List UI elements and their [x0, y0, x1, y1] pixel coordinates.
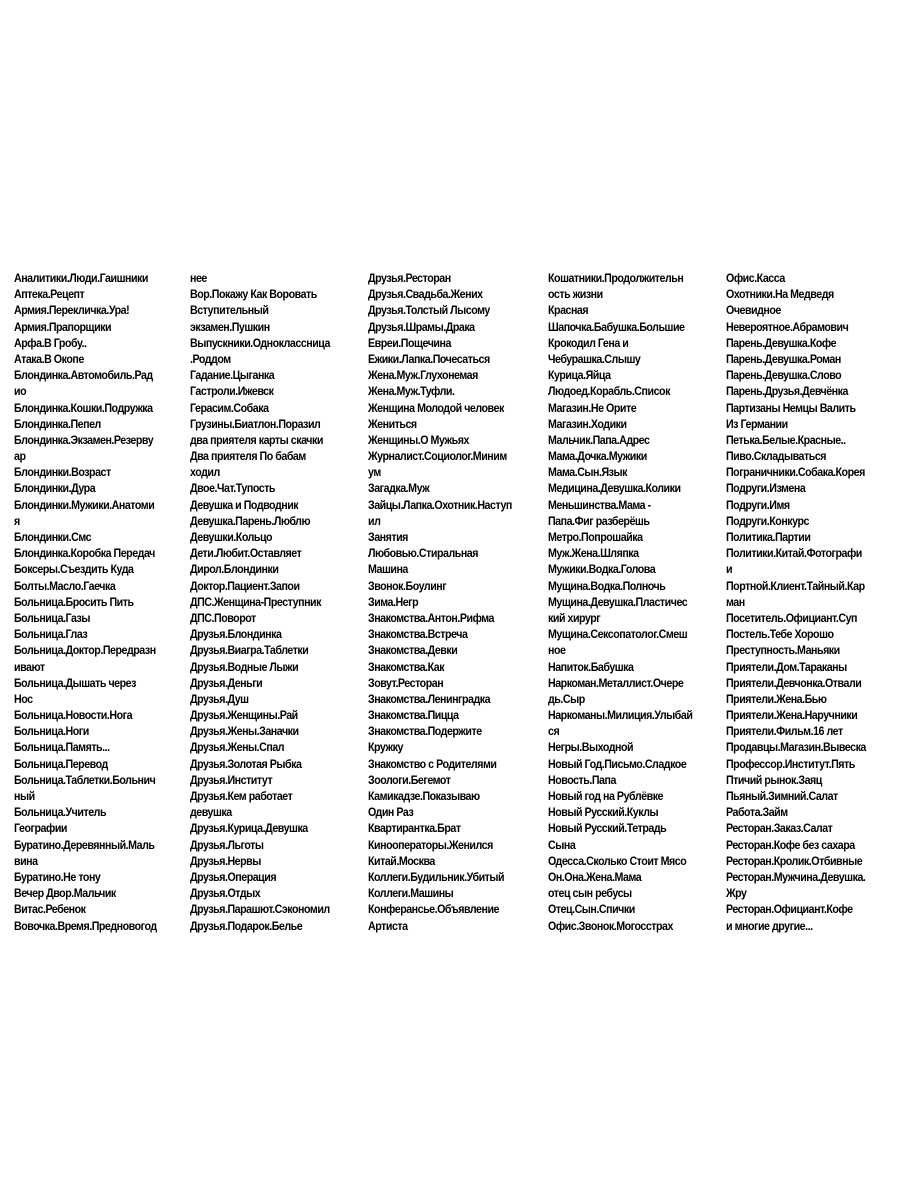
list-item: Политика.Партии: [726, 530, 811, 544]
list-item: Курица.Яйца: [548, 368, 611, 383]
list-item: Коллеги.Машины: [368, 886, 454, 901]
list-item: Блондинка.Коробка Передач: [14, 546, 155, 561]
list-item: Друзья.Толстый Лысому: [368, 303, 490, 318]
list-item: Знакомства.Подержите: [368, 724, 482, 739]
list-item: Друзья.Жены.Заначки: [190, 724, 299, 739]
list-item: Витас.Ребенок: [14, 902, 86, 917]
list-item: Парень.Девушка.Кофе: [726, 335, 837, 350]
list-item: кий хирург: [548, 610, 601, 625]
list-item: Друзья.Кем работает: [190, 789, 293, 803]
list-item: Партизаны Немцы Валить: [726, 400, 856, 415]
list-item: Больница.Перевод: [14, 756, 108, 771]
list-item: Приятели.Дом.Тараканы: [726, 659, 847, 674]
list-item: Блондинка.Экзамен.Резерву: [14, 432, 154, 447]
list-item: Машина: [368, 562, 408, 577]
list-item: Приятели.Жена.Бью: [726, 691, 827, 706]
list-item: Постель.Тебе Хорошо: [726, 627, 834, 642]
list-item: ное: [548, 643, 566, 658]
list-item: Друзья.Блондинка: [190, 627, 282, 642]
list-item: Друзья.Золотая Рыбка: [190, 756, 302, 771]
list-item: Два приятеля По бабам: [190, 449, 306, 464]
list-item: Медицина.Девушка.Колики: [548, 481, 681, 496]
list-item: Парень.Друзья.Девчёнка: [726, 384, 848, 399]
list-item: ивают: [14, 659, 45, 674]
list-item: Знакомства.Пицца: [368, 708, 459, 723]
list-item: Друзья.Ресторан: [368, 271, 451, 285]
list-item: Жениться: [368, 416, 417, 431]
list-item: Выпускники.Одноклассница: [190, 335, 330, 350]
list-item: Дирол.Блондинки: [190, 562, 279, 577]
list-item: Дети.Любит.Оставляет: [190, 546, 302, 561]
list-item: Метро.Попрошайка: [548, 530, 643, 544]
list-item: Друзья.Шрамы.Драка: [368, 319, 475, 334]
list-item: Охотники.На Медведя: [726, 287, 834, 302]
list-item: Друзья.Операция: [190, 869, 277, 884]
list-item: Друзья.Женщины.Рай: [190, 708, 298, 723]
list-item: Шапочка.Бабушка.Большие: [548, 319, 685, 334]
list-item: Атака.В Окопе: [14, 351, 84, 366]
list-item: Квартирантка.Брат: [368, 821, 461, 836]
list-item: Друзья.Отдых: [190, 886, 261, 901]
list-item: Девушки.Кольцо: [190, 530, 273, 544]
list-item: Отец.Сын.Спички: [548, 902, 635, 917]
list-item: Наркоман.Металлист.Очере: [548, 675, 684, 690]
list-item: Пограничники.Собака.Корея: [726, 465, 865, 480]
list-item: Грузины.Биатлон.Поразил: [190, 416, 321, 431]
list-item: Ресторан.Кофе без сахара: [726, 837, 855, 852]
list-item: Блондинки.Возраст: [14, 465, 111, 480]
list-item: Болты.Масло.Гаечка: [14, 578, 116, 593]
list-item: Друзья.Льготы: [190, 837, 264, 852]
list-column-1: [14, 270, 190, 934]
list-item: Он.Она.Жена.Мама: [548, 869, 642, 884]
list-item: Новый Год.Письмо.Сладкое: [548, 756, 687, 771]
list-column-2: [190, 270, 368, 934]
list-item: Больница.Бросить Пить: [14, 594, 134, 609]
list-item: Блондинка.Кошки.Подружка: [14, 400, 153, 415]
list-item: Негры.Выходной: [548, 740, 634, 755]
list-item: Звонок.Боулинг: [368, 578, 447, 593]
list-item: ходил: [190, 465, 220, 480]
list-item: Друзья.Деньги: [190, 675, 263, 690]
list-item: ил: [368, 513, 381, 528]
list-item: Мужики.Водка.Голова: [548, 562, 656, 577]
list-item: Двое.Чат.Тупость: [190, 481, 276, 496]
list-item: Ежики.Лапка.Почесаться: [368, 351, 490, 366]
list-item: Конферансье.Объявление: [368, 902, 499, 917]
list-item: Мальчик.Папа.Адрес: [548, 432, 650, 447]
list-item: Посетитель.Официант.Суп: [726, 610, 857, 625]
list-item: Больница.Память...: [14, 740, 110, 755]
list-item: Очевидное: [726, 303, 781, 318]
list-item: Буратино.Деревянный.Маль: [14, 837, 155, 852]
list-item: Загадка.Муж: [368, 481, 430, 496]
list-item: Журналист.Социолог.Миним: [368, 449, 507, 464]
list-item: Друзья.Подарок.Белье: [190, 918, 303, 933]
list-item: девушка: [190, 805, 232, 820]
list-item: Больница.Таблетки.Больнич: [14, 772, 156, 787]
list-item: Продавцы.Магазин.Вывеска: [726, 740, 866, 755]
list-item: ДПС.Поворот: [190, 610, 256, 625]
list-item: Преступность.Маньяки: [726, 643, 840, 658]
list-item: Ресторан.Официант.Кофе: [726, 902, 853, 917]
list-item: Приятели.Жена.Наручники: [726, 708, 858, 723]
list-item: Больница.Новости.Нога: [14, 708, 133, 723]
list-column-5: [726, 270, 892, 934]
joke-list-sheet: [14, 270, 892, 934]
list-item: Друзья.Свадьба.Жених: [368, 287, 483, 302]
list-item: Мущина.Водка.Полночь: [548, 578, 666, 593]
list-item: ар: [14, 449, 26, 464]
list-item: Из Германии: [726, 416, 788, 431]
list-item: Мама.Сын.Язык: [548, 465, 627, 480]
list-item: Аптека.Рецепт: [14, 287, 85, 302]
list-item: Ресторан.Мужчина.Девушка.: [726, 869, 866, 884]
list-item: Меньшинства.Мама -: [548, 497, 651, 512]
list-item: Новость.Папа: [548, 772, 616, 787]
list-item: Гадание.Цыганка: [190, 368, 275, 383]
list-item: Гастроли.Ижевск: [190, 384, 274, 399]
list-item: Блондинки.Мужики.Анатоми: [14, 497, 155, 512]
list-item: Работа.Займ: [726, 805, 788, 820]
list-item: Муж.Жена.Шляпка: [548, 546, 639, 561]
list-item: Друзья.Нервы: [190, 853, 261, 868]
list-item: Зима.Негр: [368, 594, 419, 609]
list-item: Знакомства.Ленинградка: [368, 691, 491, 706]
list-item: Профессор.Институт.Пять: [726, 756, 855, 771]
list-item: Больница.Газы: [14, 610, 90, 625]
list-item: Больница.Ноги: [14, 724, 89, 739]
list-item: Девушка и Подводник: [190, 497, 299, 512]
list-item: Подруги.Измена: [726, 481, 806, 496]
list-item: Новый год на Рублёвке: [548, 789, 664, 803]
list-item: Аналитики.Люди.Гаишники: [14, 271, 148, 285]
list-item: Жру: [726, 886, 747, 901]
list-item: Арфа.В Гробу..: [14, 335, 87, 350]
list-item: Чебурашка.Слышу: [548, 351, 641, 366]
list-item: Наркоманы.Милиция.Улыбай: [548, 708, 693, 723]
list-item: ман: [726, 594, 745, 609]
list-item: .Роддом: [190, 351, 231, 366]
list-item: Друзья.Институт: [190, 772, 273, 787]
list-item: Людоед.Корабль.Список: [548, 384, 670, 399]
list-item: Больница.Учитель: [14, 805, 107, 820]
list-item: Один Раз: [368, 805, 414, 820]
list-item: Портной.Клиент.Тайный.Кар: [726, 578, 865, 593]
list-item: Петька.Белые.Красные..: [726, 432, 846, 447]
list-item: Друзья.Душ: [190, 691, 249, 706]
list-item: два приятеля карты скачки: [190, 432, 323, 447]
list-item: и многие другие...: [726, 918, 813, 933]
list-item: Новый Русский.Тетрадь: [548, 821, 667, 836]
list-item: ся: [548, 724, 560, 739]
list-item: Мама.Дочка.Мужики: [548, 449, 647, 464]
list-item: Пиво.Складываться: [726, 449, 827, 464]
list-item: Новый Русский.Куклы: [548, 805, 659, 820]
list-item: Герасим.Собака: [190, 400, 269, 415]
list-item: Птичий рынок.Заяц: [726, 772, 822, 787]
list-item: Друзья.Жены.Спал: [190, 740, 285, 755]
list-item: Армия.Перекличка.Ура!: [14, 303, 130, 318]
list-item: вина: [14, 853, 38, 868]
list-item: Знакомство с Родителями: [368, 756, 497, 771]
list-item: Мущина.Девушка.Пластичес: [548, 594, 688, 609]
list-item: Жена.Муж.Глухонемая: [368, 368, 478, 383]
list-item: Приятели.Девчонка.Отвали: [726, 675, 862, 690]
list-item: Крокодил Гена и: [548, 335, 629, 350]
list-item: Одесса.Сколько Стоит Мясо: [548, 853, 687, 868]
list-item: Невероятное.Абрамович: [726, 319, 849, 334]
list-item: Коллеги.Будильник.Убитый: [368, 869, 505, 884]
list-item: Знакомства.Девки: [368, 643, 458, 658]
list-item: Вступительный: [190, 303, 269, 318]
list-item: ум: [368, 465, 381, 480]
list-item: экзамен.Пушкин: [190, 319, 270, 334]
list-item: Кинооператоры.Женился: [368, 837, 493, 852]
list-item: Приятели.Фильм.16 лет: [726, 724, 843, 739]
list-item: Папа.Фиг разберёшь: [548, 513, 650, 528]
list-item: Ресторан.Кролик.Отбивные: [726, 853, 863, 868]
list-item: Знакомства.Антон.Рифма: [368, 610, 495, 625]
list-item: Блондинка.Автомобиль.Рад: [14, 368, 153, 383]
list-item: дь.Сыр: [548, 691, 585, 706]
list-item: и: [726, 562, 733, 577]
list-item: Блондинки.Дура: [14, 481, 96, 496]
list-item: Любовью.Стиральная: [368, 546, 478, 561]
list-item: Женщина Молодой человек: [368, 400, 504, 415]
list-item: Зовут.Ресторан: [368, 675, 444, 690]
list-item: Вовочка.Время.Предновогод: [14, 918, 157, 933]
list-column-3: [368, 270, 548, 934]
list-item: Парень.Девушка.Слово: [726, 368, 842, 383]
list-item: ио: [14, 384, 27, 399]
list-item: Вечер Двор.Мальчик: [14, 886, 116, 901]
list-item: ный: [14, 789, 35, 803]
list-item: Женщины.О Мужьях: [368, 432, 469, 447]
list-item: Девушка.Парень.Люблю: [190, 513, 311, 528]
list-column-4: [548, 270, 726, 934]
list-item: отец сын ребусы: [548, 886, 632, 901]
list-item: Кружку: [368, 740, 403, 755]
list-item: Друзья.Курица.Девушка: [190, 821, 308, 836]
list-item: Кошатники.Продолжительн: [548, 271, 684, 285]
list-item: Красная: [548, 303, 589, 318]
list-item: Подруги.Имя: [726, 497, 790, 512]
list-item: нее: [190, 271, 207, 285]
list-item: Напиток.Бабушка: [548, 659, 634, 674]
list-item: Подруги.Конкурс: [726, 513, 809, 528]
list-item: Больница.Дышать через: [14, 675, 136, 690]
list-item: Зайцы.Лапка.Охотник.Наступ: [368, 497, 512, 512]
list-item: Пьяный.Зимний.Салат: [726, 789, 838, 803]
list-item: Больница.Доктор.Передразн: [14, 643, 156, 658]
list-item: Магазин.Ходики: [548, 416, 627, 431]
list-item: Буратино.Не тону: [14, 869, 101, 884]
list-item: Доктор.Пациент.Запои: [190, 578, 300, 593]
list-item: Блондинки.Смс: [14, 530, 92, 544]
list-item: Занятия: [368, 530, 408, 544]
list-item: Нос: [14, 691, 33, 706]
list-item: Блондинка.Пепел: [14, 416, 101, 431]
list-item: Жена.Муж.Туфли.: [368, 384, 455, 399]
list-item: Магазин.Не Орите: [548, 400, 637, 415]
list-item: ость жизни: [548, 287, 603, 302]
list-item: Сына: [548, 837, 576, 852]
list-item: Парень.Девушка.Роман: [726, 351, 841, 366]
list-item: Офис.Касса: [726, 271, 785, 285]
list-item: Друзья.Виагра.Таблетки: [190, 643, 309, 658]
list-item: Вор.Покажу Как Воровать: [190, 287, 317, 302]
list-item: Камикадзе.Показываю: [368, 789, 480, 803]
list-item: Евреи.Пощечина: [368, 335, 451, 350]
list-item: Ресторан.Заказ.Салат: [726, 821, 833, 836]
list-item: Друзья.Водные Лыжи: [190, 659, 299, 674]
list-item: Боксеры.Съездить Куда: [14, 562, 134, 577]
list-item: Зоологи.Бегемот: [368, 772, 451, 787]
list-item: я: [14, 513, 20, 528]
list-item: Политики.Китай.Фотографи: [726, 546, 862, 561]
list-item: Больница.Глаз: [14, 627, 88, 642]
list-item: Друзья.Парашют.Сэкономил: [190, 902, 330, 917]
list-item: Офис.Звонок.Могосстрах: [548, 918, 673, 933]
list-item: Артиста: [368, 918, 408, 933]
list-item: Знакомства.Встреча: [368, 627, 468, 642]
list-item: Мущина.Сексопатолог.Смеш: [548, 627, 688, 642]
list-item: ДПС.Женщина-Преступник: [190, 594, 322, 609]
list-item: Армия.Прапорщики: [14, 319, 112, 334]
list-item: Знакомства.Как: [368, 659, 445, 674]
list-item: Географии: [14, 821, 67, 836]
list-item: Китай.Москва: [368, 853, 435, 868]
